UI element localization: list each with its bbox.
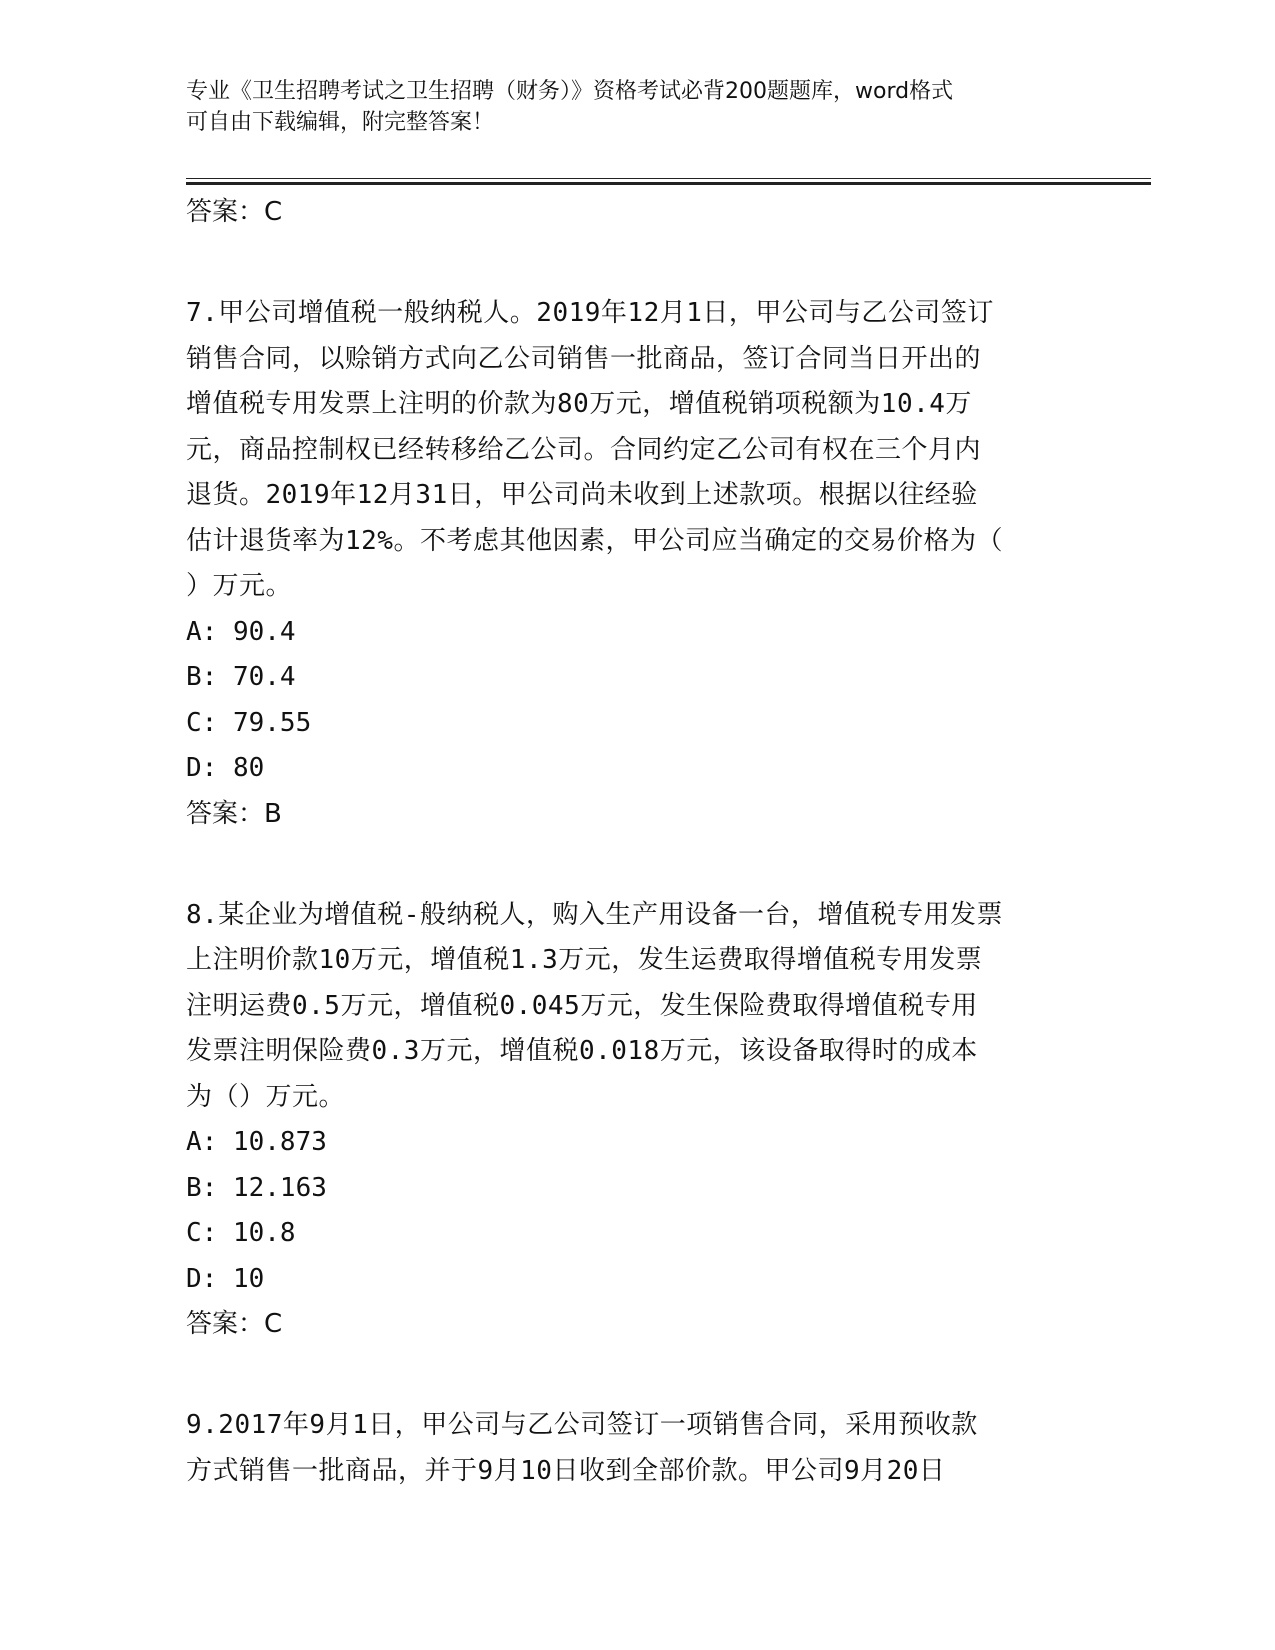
question-text: 9.2017年9月1日，甲公司与乙公司签订一项销售合同，采用预收款 方式销售一批商品，并于9月10日收到全部价款。甲公司9月20日 <box>186 1410 978 1486</box>
question-9 <box>186 1403 1086 1494</box>
question-text: 8.某企业为增值税-般纳税人，购入生产用设备一台，增值税专用发票 上注明价款10万元，增值税1.3万元，发生运费取得增值税专用发票 注明运费0.5万元，增值税0.045万元，发生保险费取得增值税专用 发票注明保险费0.3万元，增值税0.018万元，该设备取得时的成本 为（）万元。 <box>186 899 1003 1112</box>
header-line-2: 可自由下载编辑，附完整答案！ <box>186 110 495 135</box>
header-divider-thin <box>186 178 1151 179</box>
question-8 <box>186 893 1086 1347</box>
question-text: 7.甲公司增值税一般纳税人。2019年12月1日，甲公司与乙公司签订 销售合同，以赊销方式向乙公司销售一批商品，签订合同当日开出的 增值税专用发票上注明的价款为80万元，增值税销项税额为10.4万 元，商品控制权已经转移给乙公司。合同约定乙公司有权在三个月内 退货。2019年12月31日，甲公司尚未收到上述款项。根据以往经验 估计退货率为12%。不考虑其他因素，甲公司应当确定的交易价格为（ ）万元。 <box>186 298 1003 601</box>
option-a: A: 10.873 <box>186 1127 327 1157</box>
option-d: D: 10 <box>186 1263 265 1294</box>
answer-line: 答案：C <box>186 197 283 227</box>
answer-line: 答案：C <box>186 1309 283 1339</box>
option-d: D: 80 <box>186 753 265 783</box>
option-b: B: 12.163 <box>186 1172 327 1203</box>
document-header <box>186 76 1066 138</box>
header-divider-thick <box>186 182 1151 185</box>
option-a: A: 90.4 <box>186 616 296 647</box>
header-line-1: 专业《卫生招聘考试之卫生招聘（财务）》资格考试必背200题题库，word格式 <box>186 79 954 104</box>
option-c: C: 10.8 <box>186 1218 296 1248</box>
answer-line: 答案：B <box>186 798 282 829</box>
option-c: C: 79.55 <box>186 707 312 738</box>
option-b: B: 70.4 <box>186 662 296 692</box>
document-body <box>186 190 1086 1494</box>
question-7 <box>186 291 1086 836</box>
